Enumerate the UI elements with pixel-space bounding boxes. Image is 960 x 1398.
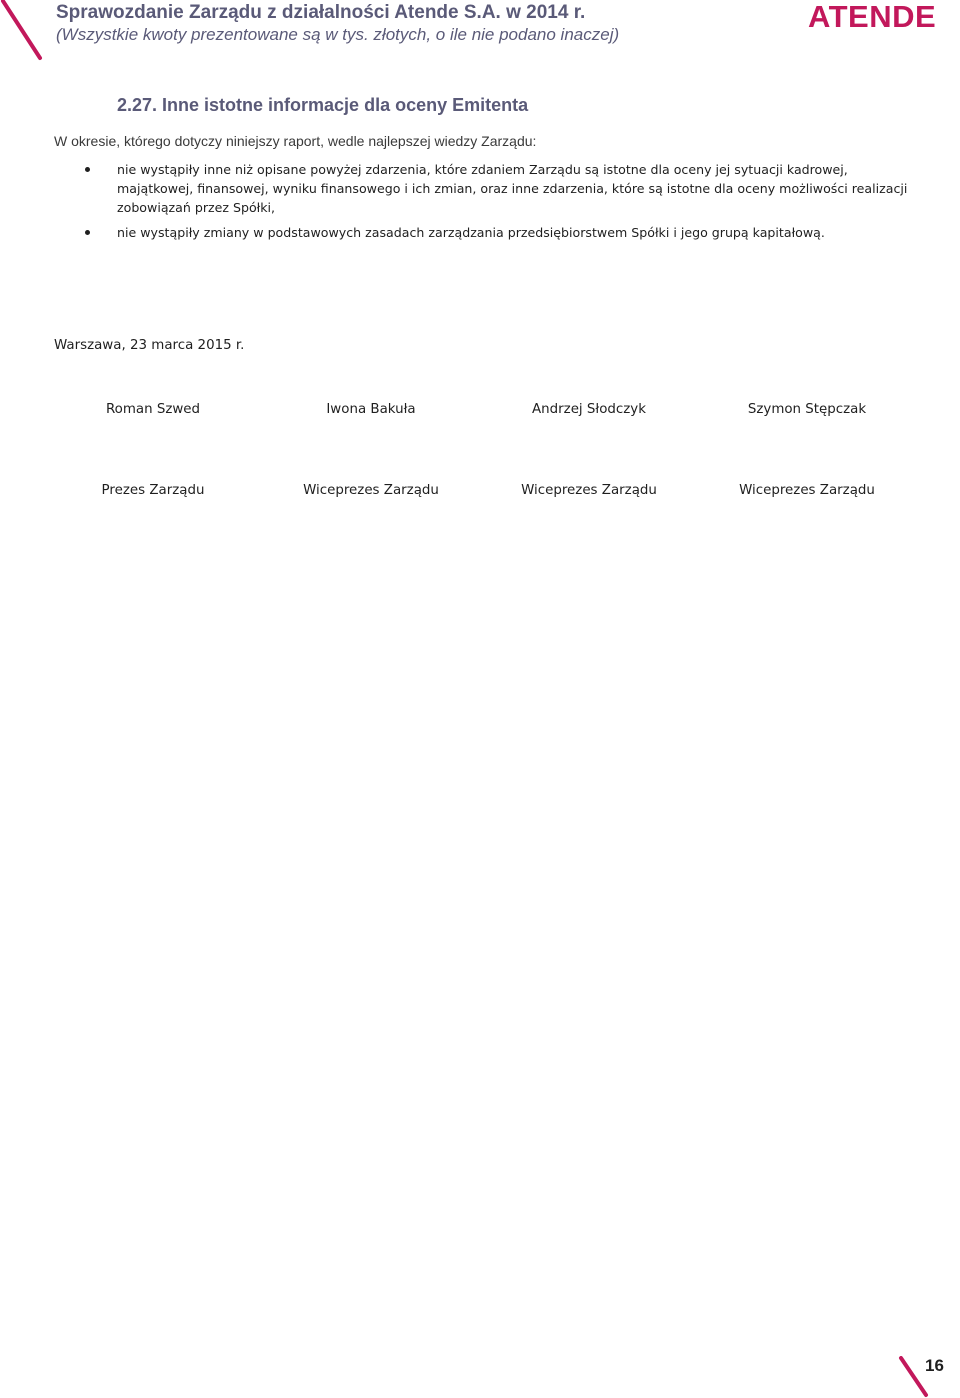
page-number: 16: [925, 1356, 944, 1375]
signatory-role: Prezes Zarządu: [101, 483, 205, 498]
signature-roles-row: [44, 483, 924, 498]
atende-logo: [808, 0, 958, 32]
report-subtitle: (Wszystkie kwoty prezentowane są w tys. złotych, o ile nie podano inaczej): [56, 25, 620, 44]
section-heading: 2.27. Inne istotne informacje dla oceny Emitenta: [117, 95, 529, 115]
signatory-name: Roman Szwed: [105, 402, 201, 417]
info-bullet-list: [117, 160, 917, 242]
intro-text: W okresie, którego dotyczy niniejszy raport, wedle najlepszej wiedzy Zarządu:: [54, 133, 537, 149]
list-item: [117, 223, 917, 242]
bullet-icon: [85, 230, 90, 235]
logo-text: ATENDE: [808, 0, 937, 32]
list-item-text: nie wystąpiły inne niż opisane powyżej zdarzenia, które zdaniem Zarządu są istotne dla oceny jej sytuacji kadrowej, majątkowej, finansowej, wyniku finansowego i ich zmian, oraz inne zdarzenia, które są istotne dla oceny możliwości realizacji zobowiązań przez Spółki,: [117, 162, 908, 215]
signatory-role: Wiceprezes Zarządu: [303, 483, 439, 498]
list-item-text: nie wystąpiły zmiany w podstawowych zasadach zarządzania przedsiębiorstwem Spółki i jego grupą kapitałową.: [117, 225, 825, 240]
signatory-name: Szymon Stępczak: [747, 402, 867, 417]
signatory-role: Wiceprezes Zarządu: [521, 483, 657, 498]
bullet-icon: [85, 167, 90, 172]
signatory-name: Andrzej Słodczyk: [532, 402, 646, 417]
header-slash-graphic: [0, 0, 50, 64]
report-title: Sprawozdanie Zarządu z działalności Atende S.A. w 2014 r.: [56, 2, 586, 23]
signatory-name: Iwona Bakuła: [326, 402, 416, 417]
signatory-role: Wiceprezes Zarządu: [739, 483, 875, 498]
signature-names-row: [44, 402, 924, 417]
list-item: [117, 160, 917, 217]
place-and-date: Warszawa, 23 marca 2015 r.: [54, 338, 245, 353]
